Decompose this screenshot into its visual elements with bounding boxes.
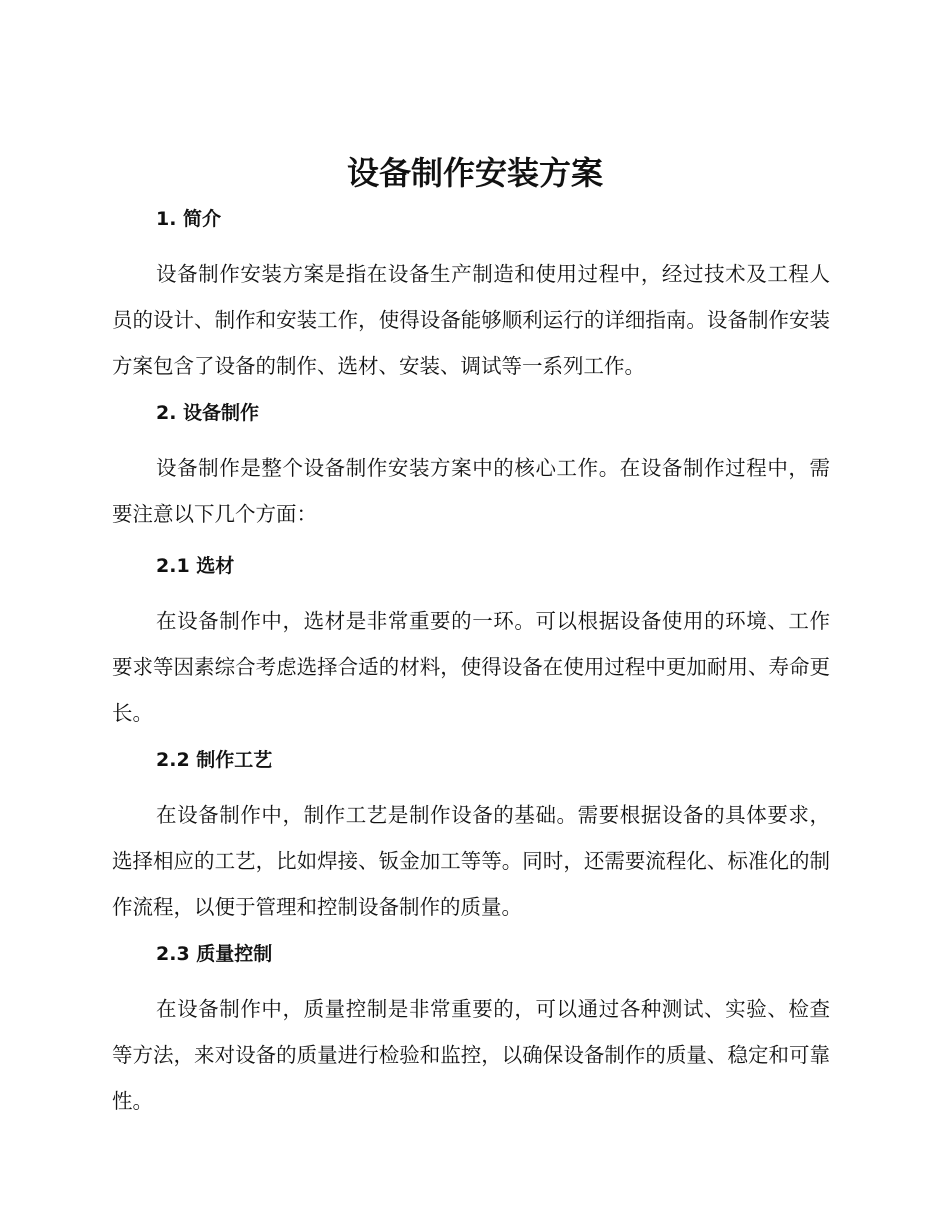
section-text-intro: 设备制作安装方案是指在设备生产制造和使用过程中，经过技术及工程人员的设计、制作和安装工作，使得设备能够顺利运行的详细指南。设备制作安装方案包含了设备的制作、选材、安装、调试等一系列工作。 [112, 262, 830, 378]
section-heading-intro: 1. 简介 [156, 208, 222, 230]
document-title: 设备制作安装方案 [346, 154, 603, 192]
section-heading-process: 2.2 制作工艺 [156, 749, 273, 771]
section-heading-quality: 2.3 质量控制 [156, 943, 273, 965]
section-text-quality: 在设备制作中，质量控制是非常重要的，可以通过各种测试、实验、检查等方法，来对设备的质量进行检验和监控，以确保设备制作的质量、稳定和可靠性。 [112, 997, 830, 1113]
section-text-fabrication: 设备制作是整个设备制作安装方案中的核心工作。在设备制作过程中，需要注意以下几个方面： [112, 456, 830, 526]
section-text-materials: 在设备制作中，选材是非常重要的一环。可以根据设备使用的环境、工作要求等因素综合考虑选择合适的材料，使得设备在使用过程中更加耐用、寿命更长。 [112, 609, 830, 725]
section-heading-materials: 2.1 选材 [156, 555, 235, 577]
section-heading-fabrication: 2. 设备制作 [156, 402, 260, 424]
section-text-process: 在设备制作中，制作工艺是制作设备的基础。需要根据设备的具体要求，选择相应的工艺，比如焊接、钣金加工等等。同时，还需要流程化、标准化的制作流程，以便于管理和控制设备制作的质量。 [112, 803, 830, 919]
